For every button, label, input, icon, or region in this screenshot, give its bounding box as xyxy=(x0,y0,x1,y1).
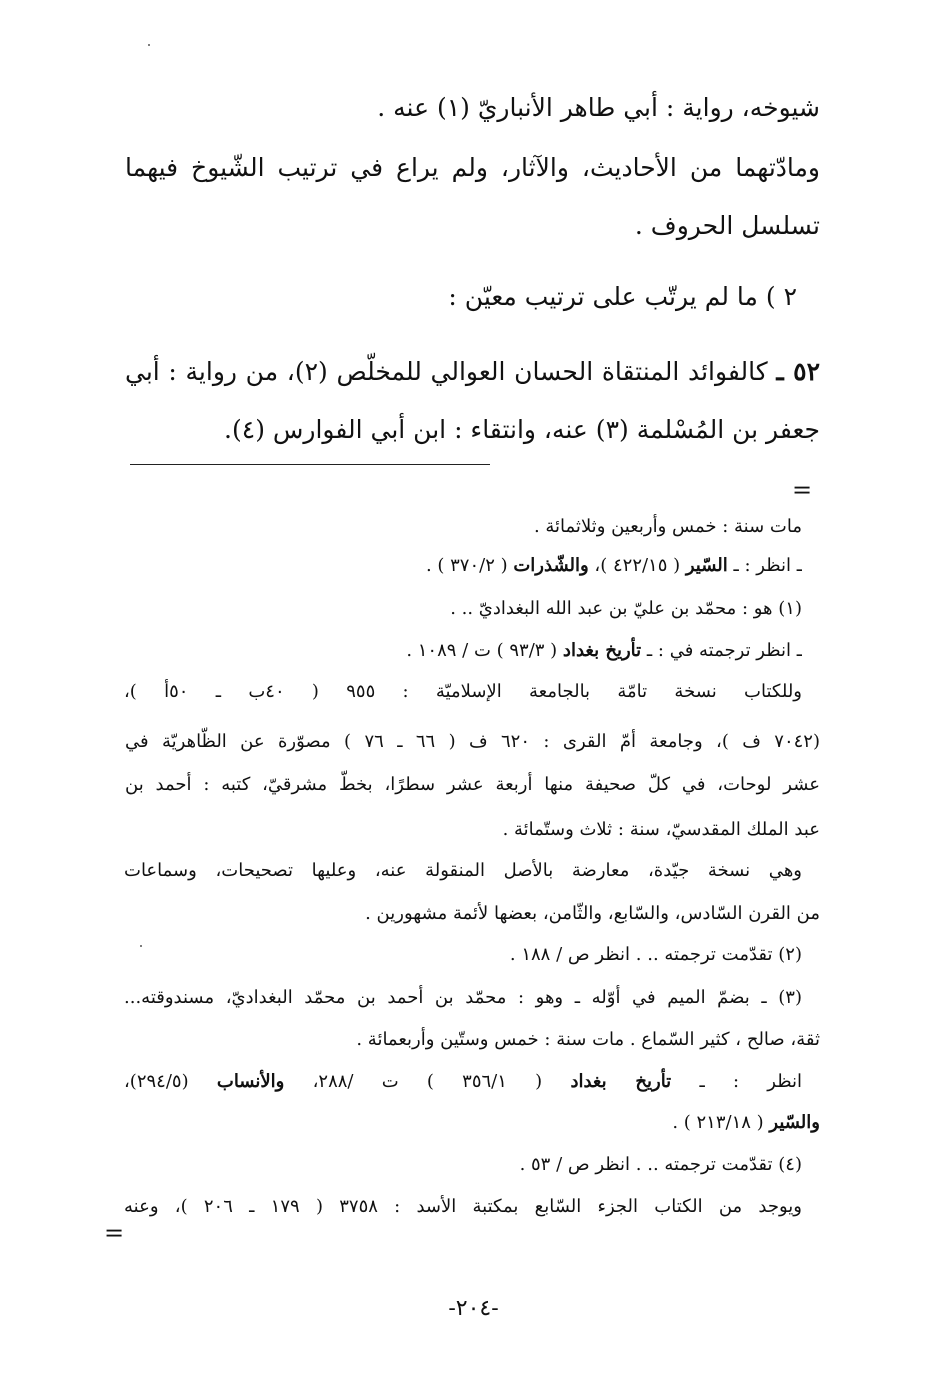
footnote-3-line-2: ثقة، صالح ، كثير السّماع . مات سنة : خمس وستّين وأربعمائة . xyxy=(356,1029,820,1050)
footnote-3-line-3 xyxy=(124,1067,802,1097)
footnote-1-line-4: (٧٠٤٢ ف )، وجامعة أمّ القرى : ٦٢٠ ف ( ٦٦ ـ ٧٦ ) مصوّرة عن الظّاهريّة في xyxy=(125,731,820,752)
footnote-0-ref-prefix: ـ انظر : ـ xyxy=(733,555,802,576)
section-heading: ٢ ) ما لم يرتّب على ترتيب معيّن : xyxy=(448,282,797,311)
footnote-1-line-7: وهي نسخة جيّدة، معارضة بالأصل المنقولة عنه، وعليها تصحيحات، وسماعات xyxy=(124,860,802,881)
main-line-1: شيوخه، رواية : أبي طاهر الأنباريّ (١) عنه . xyxy=(377,93,820,122)
footnote-4-line-1: (٤) تقدّمت ترجمته .. . انظر ص / ٥٣ . xyxy=(519,1154,802,1175)
entry-number: ٥٢ ـ xyxy=(776,357,820,386)
footnote-0-shadharat: والشّذرات xyxy=(513,555,589,576)
footnote-4-line-2: ويوجد من الكتاب الجزء السّابع بمكتبة الأسد : ٣٧٥٨ ( ١٧٩ ـ ٢٠٦ )، وعنه xyxy=(124,1196,802,1217)
scan-speck xyxy=(140,945,142,947)
footnote-0-line-1: مات سنة : خمس وأربعين وثلاثمائة . xyxy=(533,516,802,537)
footnote-0-ref-end: ( ٣٧٠/٢ ) . xyxy=(425,555,508,576)
footnote-3-ref-mid: ( ٣٥٦/١ ) ت /٢٨٨، xyxy=(312,1071,543,1092)
footnote-3-tarikh: تأريخ بغداد xyxy=(570,1071,672,1092)
footnote-1-line-1: (١) هو : محمّد بن عليّ بن عبد الله البغداديّ .. . xyxy=(450,598,802,619)
footnote-3-line-4 xyxy=(125,1108,820,1138)
footnote-1-tarikh: تأريخ بغداد xyxy=(562,640,642,661)
main-line-6: جعفر بن المُسْلمة (٣) عنه، وانتقاء : ابن أبي الفوارس (٤). xyxy=(224,415,820,444)
continuation-mark-top: = xyxy=(792,476,813,504)
scan-speck xyxy=(148,44,150,46)
footnote-1-line-8: من القرن السّادس، والسّابع، والثّامن، بعضها لأئمة مشهورين . xyxy=(365,903,820,924)
footnote-separator xyxy=(130,464,490,465)
footnote-0-siyar: السّير xyxy=(685,555,728,576)
footnote-3-ref-prefix: انظر : ـ xyxy=(699,1071,802,1092)
footnote-1-line-2 xyxy=(107,636,802,666)
footnote-1-line-6: عبد الملك المقدسيّ، سنة : ثلاث وستّمائة . xyxy=(502,819,820,840)
footnote-1-ref-prefix: ـ انظر ترجمته في : ـ xyxy=(646,640,802,661)
page-number: -٢٠٤- xyxy=(448,1296,499,1321)
footnote-0-ref-mid: ( ٤٢٢/١٥ )، xyxy=(594,555,681,576)
footnote-1-line-3: وللكتاب نسخة تامّة بالجامعة الإسلاميّة : ٩٥٥ ( ٤٠ب ـ ٥٠أ )، xyxy=(124,681,802,702)
continuation-mark-bottom: = xyxy=(104,1219,125,1247)
footnote-1-ref-end: ( ٩٣/٣ ) ت / ١٠٨٩ . xyxy=(406,640,558,661)
footnote-3-siyar-ref: ( ٢١٣/١٨ ) . xyxy=(672,1112,764,1133)
main-line-2: ومادّتهما من الأحاديث، والآثار، ولم يراع في ترتيب الشّيوخ فيهما xyxy=(125,153,820,182)
footnote-3-siyar: والسّير xyxy=(769,1112,820,1133)
main-line-3: تسلسل الحروف . xyxy=(634,211,820,240)
footnote-2-line-1: (٢) تقدّمت ترجمته .. . انظر ص / ١٨٨ . xyxy=(509,944,802,965)
footnote-3-ansab: والأنساب xyxy=(216,1071,285,1092)
footnote-0-line-2 xyxy=(107,551,802,581)
entry-52-text: كالفوائد المنتقاة الحسان العوالي للمخلّص (٢)، من رواية : أبي xyxy=(125,357,768,386)
footnote-1-line-5: عشر لوحات، في كلّ صحيفة منها أربعة عشر سطرًا، بخطّ مشرقيّ، كتبه : أحمد بن xyxy=(125,774,820,795)
footnote-3-ref-end: (٢٩٤/٥)، xyxy=(124,1071,189,1092)
footnote-3-line-1: (٣) ـ بضمّ الميم في أوّله ـ وهو : محمّد بن أحمد بن محمّد البغداديّ، مسندوقته... xyxy=(124,987,802,1008)
entry-52-line xyxy=(125,352,820,392)
